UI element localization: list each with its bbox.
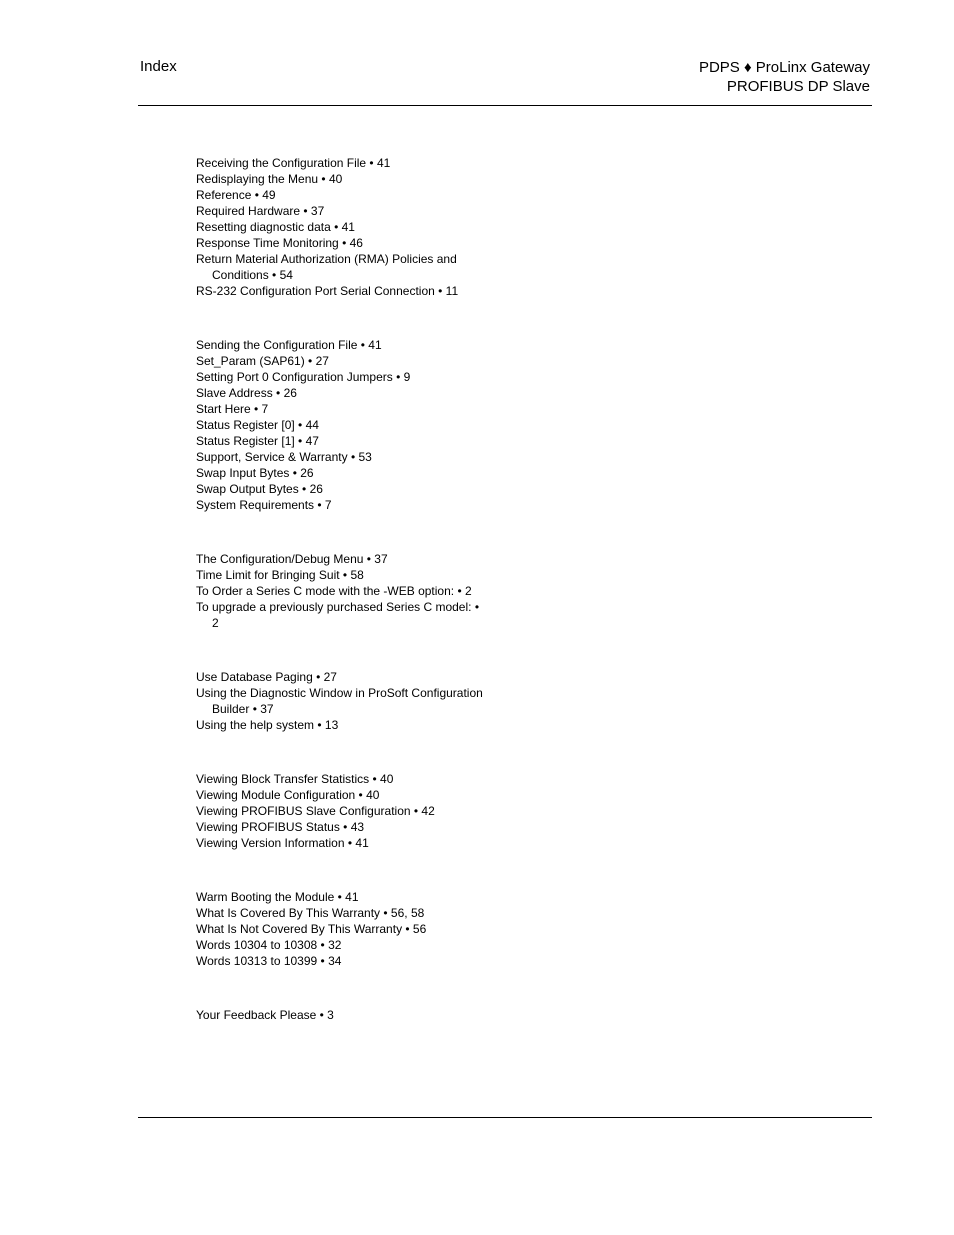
index-entry[interactable]: Your Feedback Please • 3 (196, 1008, 334, 1022)
index-entry[interactable]: Sending the Configuration File • 41 (196, 338, 382, 352)
index-entry[interactable]: Using the Diagnostic Window in ProSoft Configuration Builder • 37 (196, 686, 483, 716)
index-entry[interactable]: Use Database Paging • 27 (196, 670, 337, 684)
index-entry[interactable]: Swap Input Bytes • 26 (196, 466, 314, 480)
index-entry[interactable]: Warm Booting the Module • 41 (196, 890, 359, 904)
index-entry[interactable]: Using the help system • 13 (196, 718, 339, 732)
index-entry[interactable]: System Requirements • 7 (196, 498, 332, 512)
product-header (699, 58, 870, 96)
page-section-title: Index (140, 58, 177, 75)
index-section-t (196, 551, 486, 631)
index-entry[interactable]: Return Material Authorization (RMA) Policies and Conditions • 54 (196, 252, 457, 282)
index-section-r (196, 155, 486, 299)
index-entry[interactable]: Required Hardware • 37 (196, 204, 325, 218)
index-entry[interactable]: Receiving the Configuration File • 41 (196, 156, 391, 170)
index-entry[interactable]: Status Register [0] • 44 (196, 418, 319, 432)
index-entry[interactable]: Viewing Version Information • 41 (196, 836, 369, 850)
index-entry[interactable]: What Is Not Covered By This Warranty • 56 (196, 922, 427, 936)
index-entry[interactable]: Response Time Monitoring • 46 (196, 236, 363, 250)
index-entry[interactable]: RS-232 Configuration Port Serial Connection • 11 (196, 284, 459, 298)
header-divider (138, 105, 872, 106)
index-entry[interactable]: To upgrade a previously purchased Series C model: • 2 (196, 600, 480, 630)
index-entry[interactable]: Viewing Block Transfer Statistics • 40 (196, 772, 394, 786)
index-section-u (196, 669, 486, 733)
index-entry[interactable]: To Order a Series C mode with the -WEB option: • 2 (196, 584, 472, 598)
index-entry[interactable]: Set_Param (SAP61) • 27 (196, 354, 329, 368)
index-entry[interactable]: What Is Covered By This Warranty • 56, 58 (196, 906, 425, 920)
index-entry[interactable]: Words 10304 to 10308 • 32 (196, 938, 342, 952)
index-entry[interactable]: Setting Port 0 Configuration Jumpers • 9 (196, 370, 411, 384)
product-subtitle: PROFIBUS DP Slave (726, 78, 870, 95)
index-entry[interactable]: Viewing PROFIBUS Slave Configuration • 42 (196, 804, 435, 818)
index-section-y (196, 1007, 486, 1023)
footer-divider (138, 1117, 872, 1118)
index-section-v (196, 771, 486, 851)
index-entry[interactable]: Start Here • 7 (196, 402, 269, 416)
index-entry[interactable]: Words 10313 to 10399 • 34 (196, 954, 342, 968)
index-entry[interactable]: Swap Output Bytes • 26 (196, 482, 323, 496)
index-body (196, 155, 486, 1023)
index-entry[interactable]: Viewing PROFIBUS Status • 43 (196, 820, 365, 834)
index-entry[interactable]: Slave Address • 26 (196, 386, 297, 400)
index-section-s (196, 337, 486, 513)
index-entry[interactable]: Status Register [1] • 47 (196, 434, 319, 448)
index-section-w (196, 889, 486, 969)
index-entry[interactable]: Resetting diagnostic data • 41 (196, 220, 355, 234)
index-entry[interactable]: Viewing Module Configuration • 40 (196, 788, 380, 802)
product-title: PDPS ♦ ProLinx Gateway (698, 59, 870, 76)
index-entry[interactable]: Time Limit for Bringing Suit • 58 (196, 568, 364, 582)
index-entry[interactable]: Reference • 49 (196, 188, 276, 202)
index-entry[interactable]: Support, Service & Warranty • 53 (196, 450, 372, 464)
index-entry[interactable]: The Configuration/Debug Menu • 37 (196, 552, 388, 566)
index-entry[interactable]: Redisplaying the Menu • 40 (196, 172, 343, 186)
